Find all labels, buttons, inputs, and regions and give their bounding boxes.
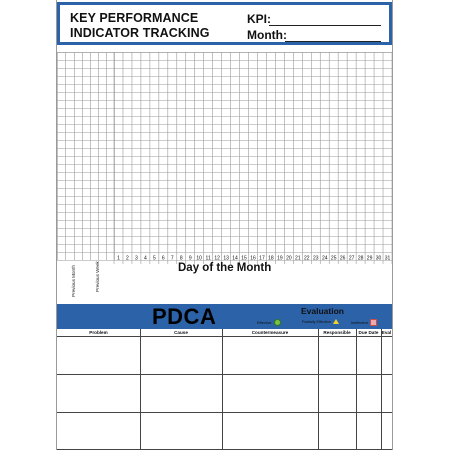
day-of-month-title: Day of the Month bbox=[178, 262, 272, 274]
column-divider bbox=[140, 329, 141, 450]
column-header-countermeasure: Countermeasure bbox=[251, 330, 289, 335]
legend-effective bbox=[257, 319, 281, 326]
header-panel bbox=[60, 5, 389, 42]
day-number-label: 27 bbox=[348, 255, 355, 262]
day-number-label: 29 bbox=[366, 255, 373, 262]
tracking-grid[interactable] bbox=[57, 52, 392, 264]
red-square-icon bbox=[370, 319, 377, 326]
column-header-problem: Problem bbox=[89, 330, 108, 335]
day-number-label: 7 bbox=[170, 255, 174, 262]
column-header-responsible: Responsible bbox=[323, 330, 351, 335]
title-line-2: INDICATOR TRACKING bbox=[70, 26, 210, 40]
day-number-label: 4 bbox=[143, 255, 147, 262]
day-number-label: 9 bbox=[188, 255, 192, 262]
month-label: Month: bbox=[247, 28, 287, 42]
grid-lines bbox=[57, 52, 392, 264]
day-number-label: 18 bbox=[268, 255, 274, 262]
row-divider bbox=[57, 412, 392, 413]
kpi-field[interactable] bbox=[269, 25, 381, 26]
legend-partially-effective-label: Partially Effective bbox=[302, 319, 332, 324]
column-header-cause: Cause bbox=[174, 330, 188, 335]
day-number-label: 15 bbox=[241, 255, 247, 262]
day-number-label: 28 bbox=[357, 255, 364, 262]
day-number-label: 24 bbox=[321, 255, 328, 262]
previous-week-label: Previous Week bbox=[95, 261, 100, 292]
day-number-label: 11 bbox=[205, 255, 211, 262]
day-number-label: 2 bbox=[126, 255, 129, 262]
legend-partially-effective bbox=[302, 319, 339, 324]
pdca-banner bbox=[57, 304, 392, 329]
title-line-1: KEY PERFORMANCE bbox=[70, 11, 199, 25]
day-number-label: 30 bbox=[375, 255, 382, 262]
day-number-label: 12 bbox=[214, 255, 220, 262]
day-number-label: 19 bbox=[277, 255, 283, 262]
pdca-title: PDCA bbox=[152, 304, 217, 329]
legend-ineffective bbox=[351, 319, 377, 326]
day-number-label: 1 bbox=[117, 255, 120, 262]
day-number-label: 13 bbox=[223, 255, 229, 262]
header-banner bbox=[57, 2, 392, 45]
day-number-label: 31 bbox=[384, 255, 391, 262]
day-number-label: 25 bbox=[330, 255, 337, 262]
evaluation-title: Evaluation bbox=[301, 306, 344, 316]
legend-ineffective-label: Ineffective bbox=[351, 320, 369, 325]
day-number-label: 3 bbox=[135, 255, 138, 262]
column-header-eval: Eval bbox=[381, 330, 392, 335]
day-number-label: 10 bbox=[196, 255, 202, 262]
previous-month-label: Previous Month bbox=[71, 265, 76, 297]
day-number-label: 20 bbox=[286, 255, 292, 262]
legend-effective-label: Effective bbox=[257, 320, 272, 325]
green-circle-icon bbox=[274, 319, 281, 326]
header-row-divider bbox=[57, 336, 392, 337]
day-number-label: 22 bbox=[304, 255, 310, 262]
day-number-label: 8 bbox=[179, 255, 183, 262]
day-number-label: 23 bbox=[312, 255, 319, 262]
column-divider bbox=[381, 329, 382, 450]
pdca-table bbox=[57, 329, 392, 450]
yellow-triangle-icon bbox=[333, 319, 339, 324]
month-field[interactable] bbox=[285, 41, 381, 42]
day-number-label: 16 bbox=[250, 255, 256, 262]
row-divider bbox=[57, 374, 392, 375]
column-divider bbox=[318, 329, 319, 450]
day-number-label: 17 bbox=[259, 255, 265, 262]
column-divider bbox=[222, 329, 223, 450]
day-number-label: 26 bbox=[339, 255, 346, 262]
kpi-tracking-board bbox=[56, 0, 393, 450]
kpi-label: KPI: bbox=[247, 12, 271, 26]
day-number-label: 21 bbox=[295, 255, 301, 262]
column-header-due-date: Due Date bbox=[358, 330, 379, 335]
column-divider bbox=[356, 329, 357, 450]
day-number-label: 14 bbox=[232, 255, 238, 262]
day-number-label: 5 bbox=[152, 255, 156, 262]
day-number-label: 6 bbox=[161, 255, 165, 262]
